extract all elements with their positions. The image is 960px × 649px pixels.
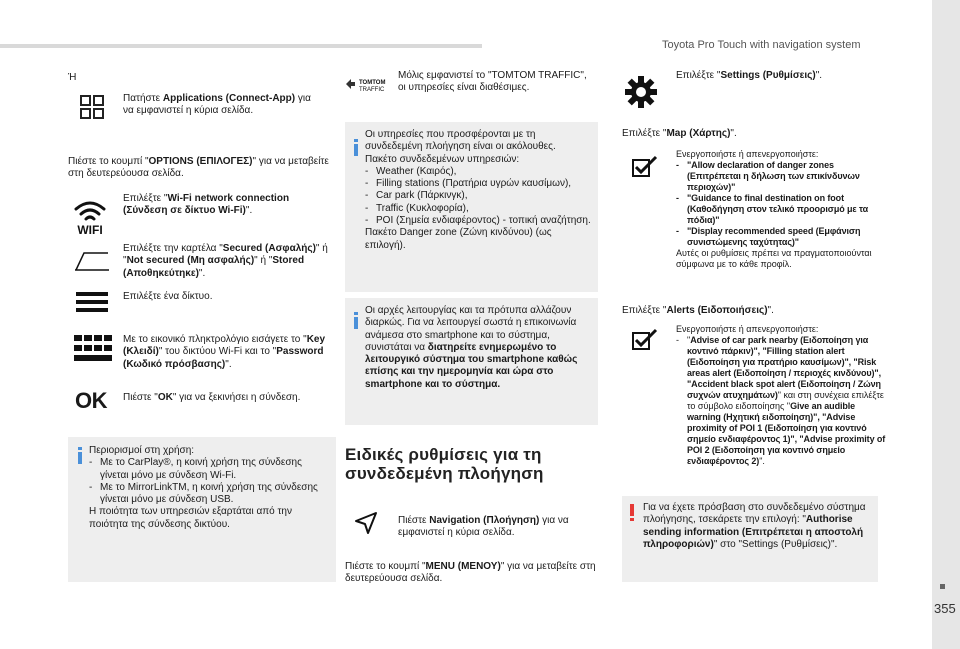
page-header: Toyota Pro Touch with navigation system (662, 39, 861, 51)
services-pack-title: Πακέτο συνδεδεμένων υπηρεσιών: (365, 153, 520, 165)
alerts-toggles (676, 324, 886, 467)
warning-icon (630, 504, 634, 516)
list-item: - POI (Σημεία ενδιαφέροντος) - τοπική αναζήτηση. (365, 215, 593, 227)
services-info-box (345, 122, 598, 292)
info-icon (78, 447, 82, 450)
page-side-tab (932, 0, 960, 649)
apps-grid-icon (80, 95, 104, 119)
info-icon (354, 139, 358, 142)
map-toggles (676, 149, 886, 270)
keyboard-icon (74, 335, 112, 361)
settings-instruction: Επιλέξτε "Settings (Ρυθμίσεις)". (676, 70, 823, 81)
map-toggles-intro: Ενεργοποιήστε ή απενεργοποιήστε: (676, 149, 819, 159)
authorise-warning-text: Για να έχετε πρόσβαση στο συνδεδεμένο σύστημα πλοήγησης, τσεκάρετε την επιλογή: "Authorise sending information (Επιτρέπεται η αποστολή πληροφοριών)" στο "Settings (Ρυθμίσεις)". (643, 502, 866, 550)
list-item: - "Guidance to final destination on foot (Καθοδήγηση στον τελικό προορισμό με τα πόδια)" (676, 193, 886, 226)
or-label: Ή (68, 72, 77, 83)
apps-instruction: Πατήστε Applications (Connect-App) για να εμφανιστεί η κύρια σελίδα. (123, 93, 311, 117)
restrictions-title: Περιορισμοί στη χρήση: (89, 445, 195, 456)
secured-instruction: Επιλέξτε την καρτέλα "Secured (Ασφαλής)" ή "Not secured (Μη ασφαλής)" ή "Stored (Αποθηκεύτηκε)". (123, 243, 328, 279)
ok-icon: OK (75, 388, 107, 413)
checkbox-icon (632, 155, 658, 177)
top-rule (0, 44, 482, 48)
menu-instruction: Πιέστε το κουμπί "MENU (ΜΕΝΟΥ)" για να μεταβείτε στη δευτερεύουσα σελίδα. (345, 561, 596, 585)
settings-gear-icon (624, 75, 658, 109)
key-password-instruction: Με το εικονικό πληκτρολόγιο εισάγετε το "Key (Κλειδί)" του δικτύου Wi-Fi και το "Password (Κωδικό πρόσβασης)". (123, 334, 326, 370)
secured-tab-icon (74, 250, 110, 272)
smartphone-info-text: Οι αρχές λειτουργίας και τα πρότυπα αλλάζουν διαρκώς. Για να λειτουργεί σωστά η επικοινωνία ανάμεσα στο smartphone και το σύστημα, συνιστάται να διατηρείτε ενημερωμένο το λειτουργικό σύστημα του smartphone καθώς επίσης και την ημερομηνία και ώρα στο smartphone και το σύστημα. (365, 305, 578, 390)
tomtom-traffic-text: Μόλις εμφανιστεί το "TOMTOM TRAFFIC", οι υπηρεσίες είναι διαθέσιμες. (398, 70, 587, 94)
continue-marker (940, 584, 945, 589)
danger-zone-pack: Πακέτο Danger zone (Ζώνη κινδύνου) (ως επιλογή). (365, 227, 552, 251)
list-item: - Με το MirrorLinkTM, η κοινή χρήση της σύνδεσης γίνεται μόνο με σύνδεση USB. (89, 482, 329, 507)
navigation-arrow-icon (354, 511, 378, 535)
list-item: - "Display recommended speed (Εμφάνιση συνιστώμενης ταχύτητας)" (676, 226, 886, 248)
restrictions-footer: Η ποιότητα των υπηρεσιών εξαρτάται από την ποιότητα της σύνδεσης δικτύου. (89, 506, 292, 530)
list-item: - Traffic (Κυκλοφορία), (365, 203, 593, 215)
tomtom-traffic-icon (345, 78, 391, 92)
map-instruction: Επιλέξτε "Map (Χάρτης)". (622, 128, 737, 139)
svg-text:TRAFFIC: TRAFFIC (359, 87, 385, 92)
services-intro: Οι υπηρεσίες που προσφέρονται με τη συνδεδεμένη πλοήγηση είναι οι ακόλουθες. (365, 129, 556, 153)
list-item: - "Advise of car park nearby (Ειδοποίηση για κοντινό πάρκιν)", "Filling station alert (Ειδοποίηση για πρατήριο καυσίμων)", "Risk areas alert (Ειδοποίηση / περιοχές κινδύνου)", "Accident black spot alert (Ειδοποίηση / Ζώνη συχνών ατυχημάτων)" και στη συνέχεια επιλέξτε το σύμβολο ειδοποίησης "Give an audible warning (Ηχητική ειδοποίηση)", "Advise proximity of POI 1 (Ειδοποίηση για κοντινό σημείο ενδιαφέροντος 1)", "Advise proximity of POI 2 (Ειδοποίηση για κοντινό σημείο ενδιαφέροντος 2)". (676, 335, 886, 467)
network-instruction: Επιλέξτε ένα δίκτυο. (123, 291, 213, 302)
list-item: - Filling stations (Πρατήρια υγρών καυσίμων), (365, 178, 593, 190)
alerts-instruction: Επιλέξτε "Alerts (Ειδοποιήσεις)". (622, 305, 774, 316)
list-item: - Weather (Καιρός), (365, 166, 593, 178)
info-icon (354, 312, 358, 315)
svg-text:TOMTOM: TOMTOM (359, 80, 386, 86)
wifi-instruction: Επιλέξτε "Wi-Fi network connection (Σύνδεση σε δίκτυο Wi-Fi)". (123, 193, 290, 217)
ok-instruction: Πιέστε "OK" για να ξεκινήσει η σύνδεση. (123, 392, 301, 403)
alerts-toggles-intro: Ενεργοποιήστε ή απενεργοποιήστε: (676, 324, 819, 334)
navigation-instruction: Πιέστε Navigation (Πλοήγηση) για να εμφανιστεί η κύρια σελίδα. (398, 515, 569, 539)
list-item: - "Allow declaration of danger zones (Επιτρέπεται η δήλωση των επικίνδυνων περιοχών)" (676, 160, 886, 193)
authorise-warning-box (622, 496, 878, 582)
checkbox-icon (632, 328, 658, 350)
section-heading: Ειδικές ρυθμίσεις για τη συνδεδεμένη πλοήγηση (345, 445, 544, 483)
restrictions-info-box (68, 437, 336, 582)
list-item: - Car park (Πάρκινγκ), (365, 190, 593, 202)
page-number: 355 (934, 601, 956, 616)
wifi-icon (70, 195, 110, 235)
options-instruction: Πιέστε το κουμπί "OPTIONS (ΕΠΙΛΟΓΕΣ)" για να μεταβείτε στη δευτερεύουσα σελίδα. (68, 156, 329, 180)
list-icon (76, 292, 108, 312)
svg-text:WIFI: WIFI (77, 223, 103, 235)
smartphone-info-box (345, 298, 598, 425)
map-toggles-note: Αυτές οι ρυθμίσεις πρέπει να πραγματοποιούνται σύμφωνα με το κάθε προφίλ. (676, 248, 872, 269)
list-item: - Με το CarPlay®, η κοινή χρήση της σύνδεσης γίνεται μόνο με σύνδεση Wi-Fi. (89, 457, 329, 482)
